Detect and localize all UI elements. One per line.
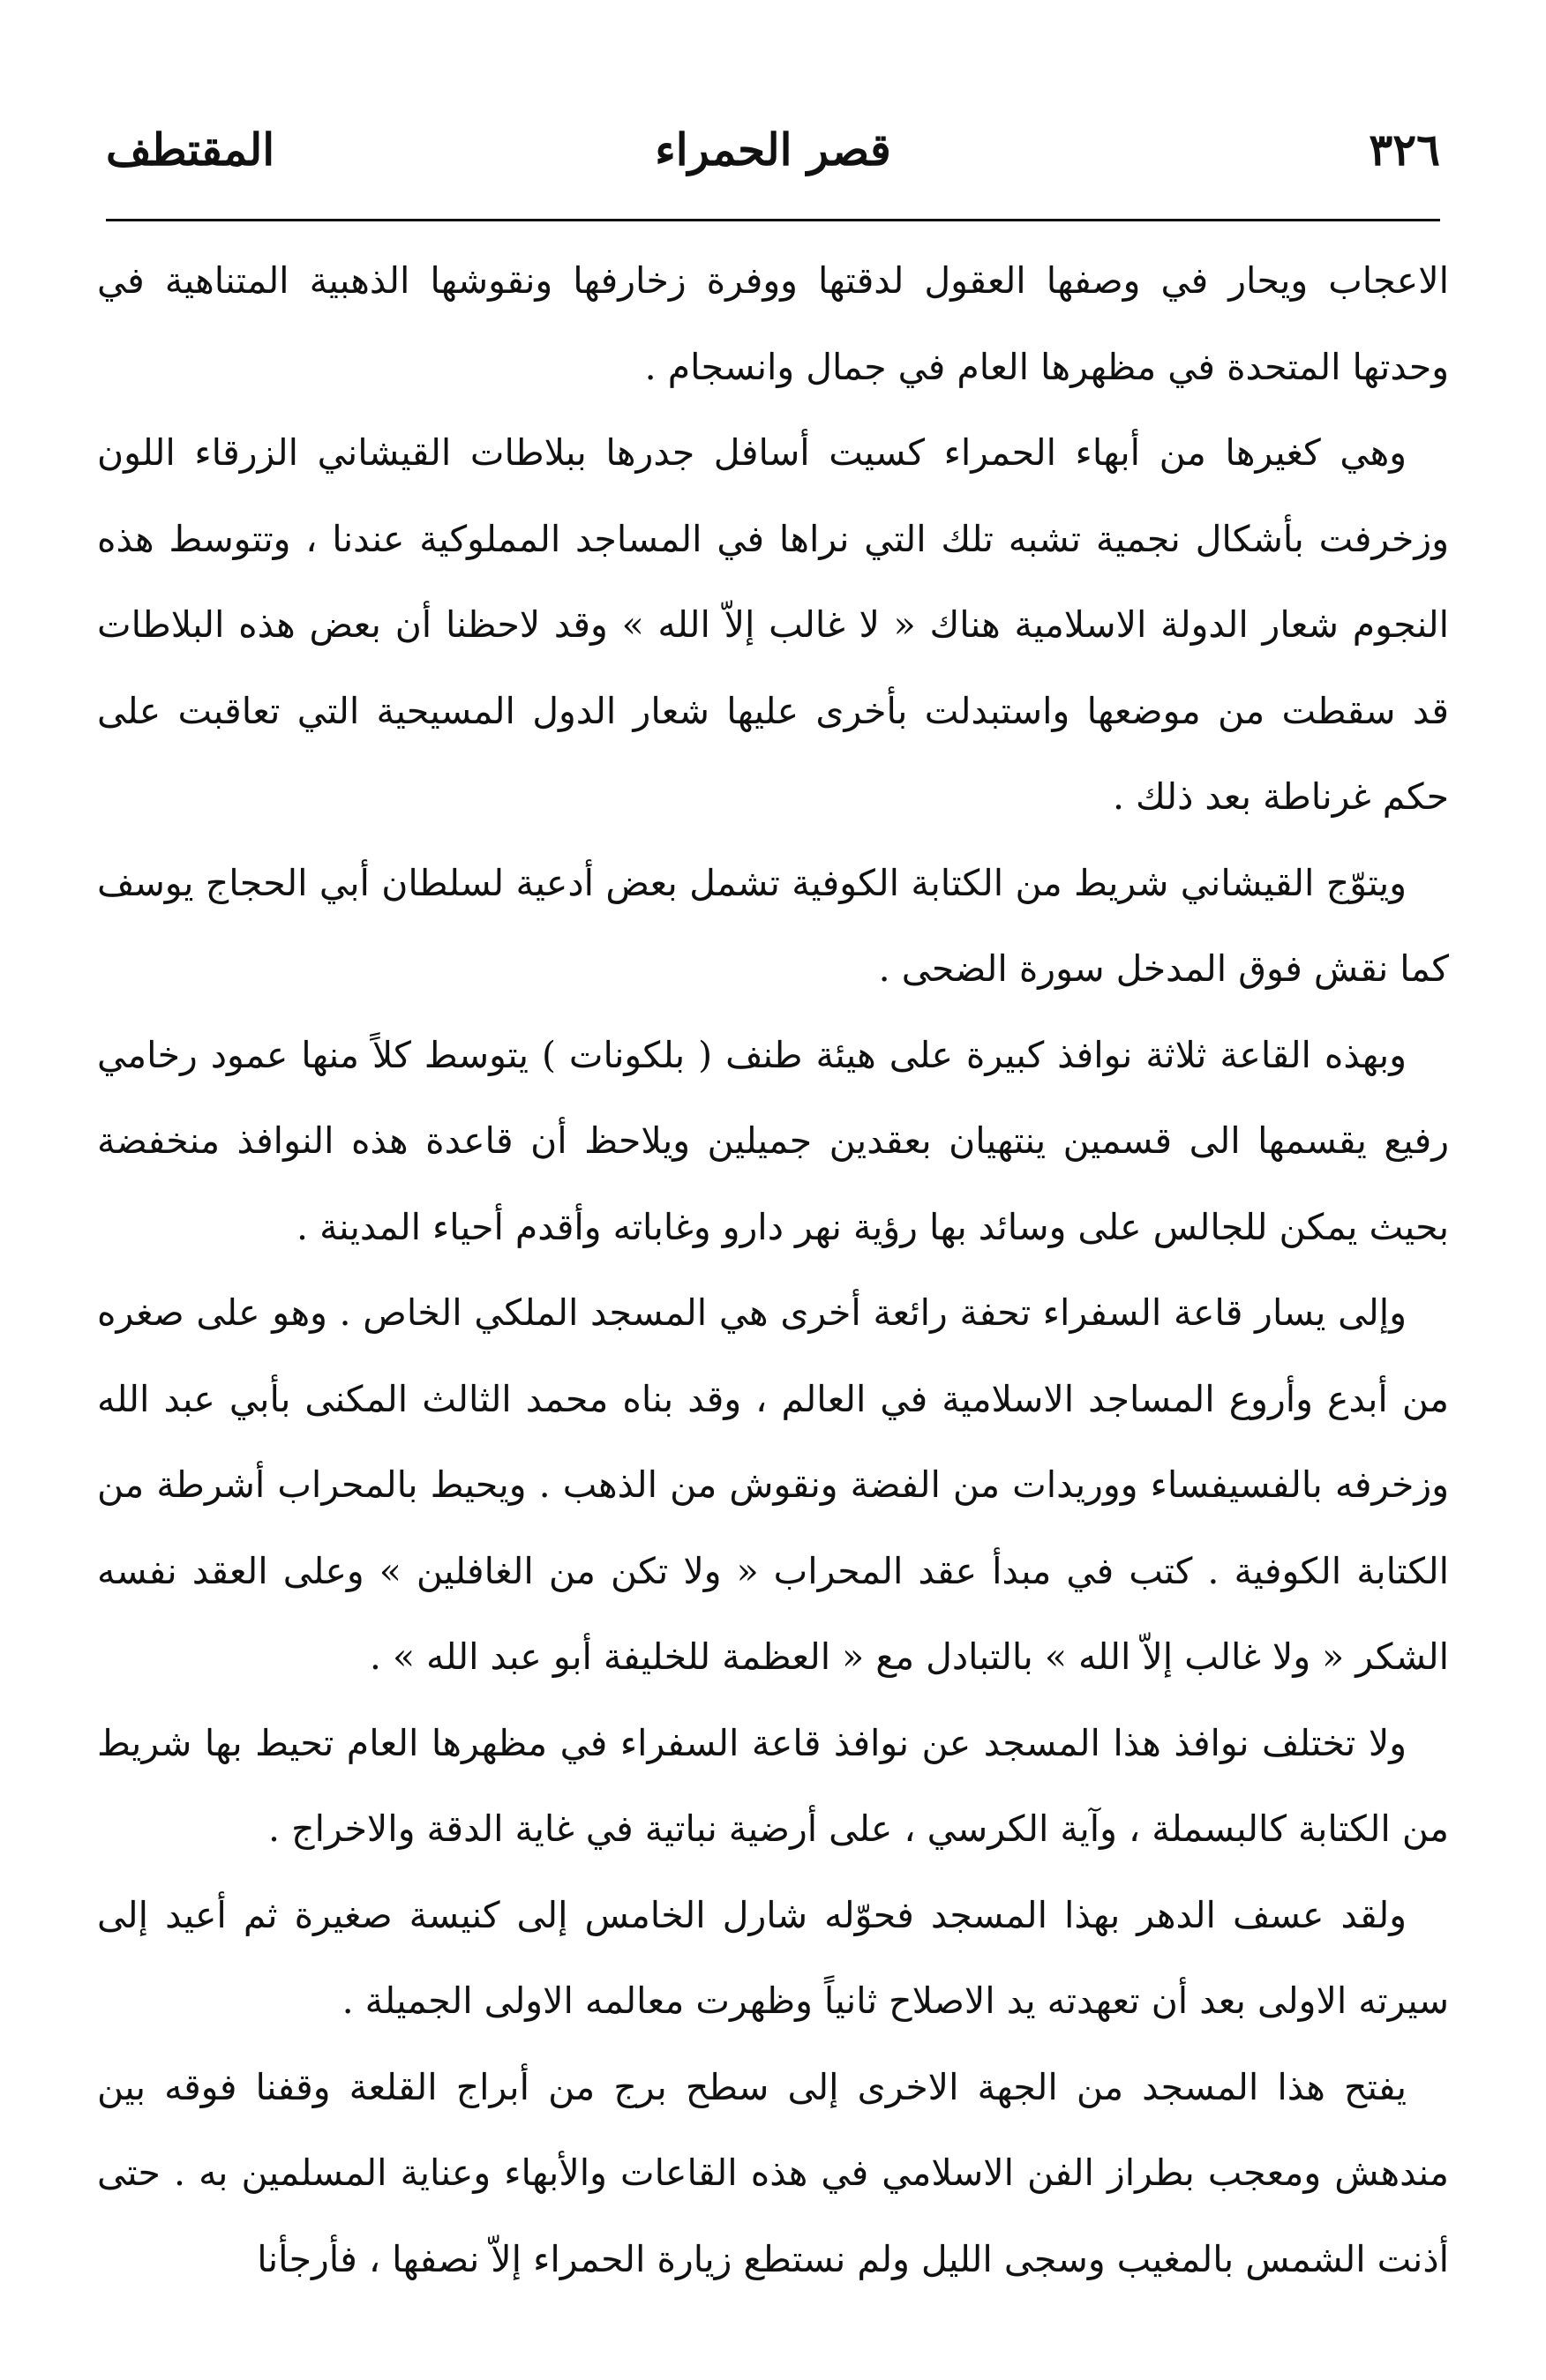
- paragraph: يفتح هذا المسجد من الجهة الاخرى إلى سطح برج من أبراج القلعة وقفنا فوقه بين مندهش ومعجب بطراز الفن الاسلامي في هذه القاعات والأبهاء وعناية المسلمين به . حتى أذنت الشمس بالمغيب وسجى الليل ولم نستطع زيارة الحمراء إلاّ نصفها ، فأرجأنا: [97, 2065, 1449, 2280]
- paragraph: وإلى يسار قاعة السفراء تحفة رائعة أخرى هي المسجد الملكي الخاص . وهو على صغره من أبدع وأروع المساجد الاسلامية في العالم ، وقد بناه محمد الثالث المكنى بأبي عبد الله وزخرفه بالفسيفساء ووريدات من الفضة ونقوش من الذهب . ويحيط بالمحراب أشرطة من الكتابة الكوفية . كتب في مبدأ عقد المحراب « ولا تكن من الغافلين » وعلى العقد نفسه الشكر « ولا غالب إلاّ الله » بالتبادل مع « العظمة للخليفة أبو عبد الله » .: [97, 1291, 1449, 1678]
- paragraph: ولقد عسف الدهر بهذا المسجد فحوّله شارل الخامس إلى كنيسة صغيرة ثم أعيد إلى سيرته الاولى بعد أن تعهدته يد الاصلاح ثانياً وظهرت معالمه الاولى الجميلة .: [97, 1893, 1449, 2022]
- article-body: [97, 238, 1449, 2302]
- paragraph: ولا تختلف نوافذ هذا المسجد عن نوافذ قاعة السفراء في مظهرها العام تحيط بها شريط من الكتابة كالبسملة ، وآية الكرسي ، على أرضية نباتية في غاية الدقة والاخراج .: [97, 1721, 1449, 1850]
- paragraph: وبهذه القاعة ثلاثة نوافذ كبيرة على هيئة طنف ( بلكونات ) يتوسط كلاً منها عمود رخامي رفيع يقسمها الى قسمين ينتهيان بعقدين جميلين ويلاحظ أن قاعدة هذه النوافذ منخفضة بحيث يمكن للجالس على وسائد بها رؤية نهر دارو وغاباته وأقدم أحياء المدينة .: [97, 1033, 1449, 1248]
- running-header: [106, 115, 1440, 185]
- page-number: ٣٢٦: [1369, 123, 1440, 176]
- paragraph: وهي كغيرها من أبهاء الحمراء كسيت أسافل جدرها ببلاطات القيشاني الزرقاء اللون وزخرفت بأشكال نجمية تشبه تلك التي نراها في المساجد المملوكية عندنا ، وتتوسط هذه النجوم شعار الدولة الاسلامية هناك « لا غالب إلاّ الله » وقد لاحظنا أن بعض هذه البلاطات قد سقطت من موضعها واستبدلت بأخرى عليها شعار الدول المسيحية التي تعاقبت على حكم غرناطة بعد ذلك .: [97, 431, 1449, 818]
- header-rule: [106, 219, 1440, 221]
- journal-name: المقتطف: [106, 123, 275, 176]
- paragraph: ويتوّج القيشاني شريط من الكتابة الكوفية تشمل بعض أدعية لسلطان أبي الحجاج يوسف كما نقش فوق المدخل سورة الضحى .: [97, 861, 1449, 990]
- running-title: قصر الحمراء: [655, 123, 891, 176]
- paragraph: الاعجاب ويحار في وصفها العقول لدقتها ووفرة زخارفها ونقوشها الذهبية المتناهية في وحدتها المتحدة في مظهرها العام في جمال وانسجام .: [97, 259, 1449, 388]
